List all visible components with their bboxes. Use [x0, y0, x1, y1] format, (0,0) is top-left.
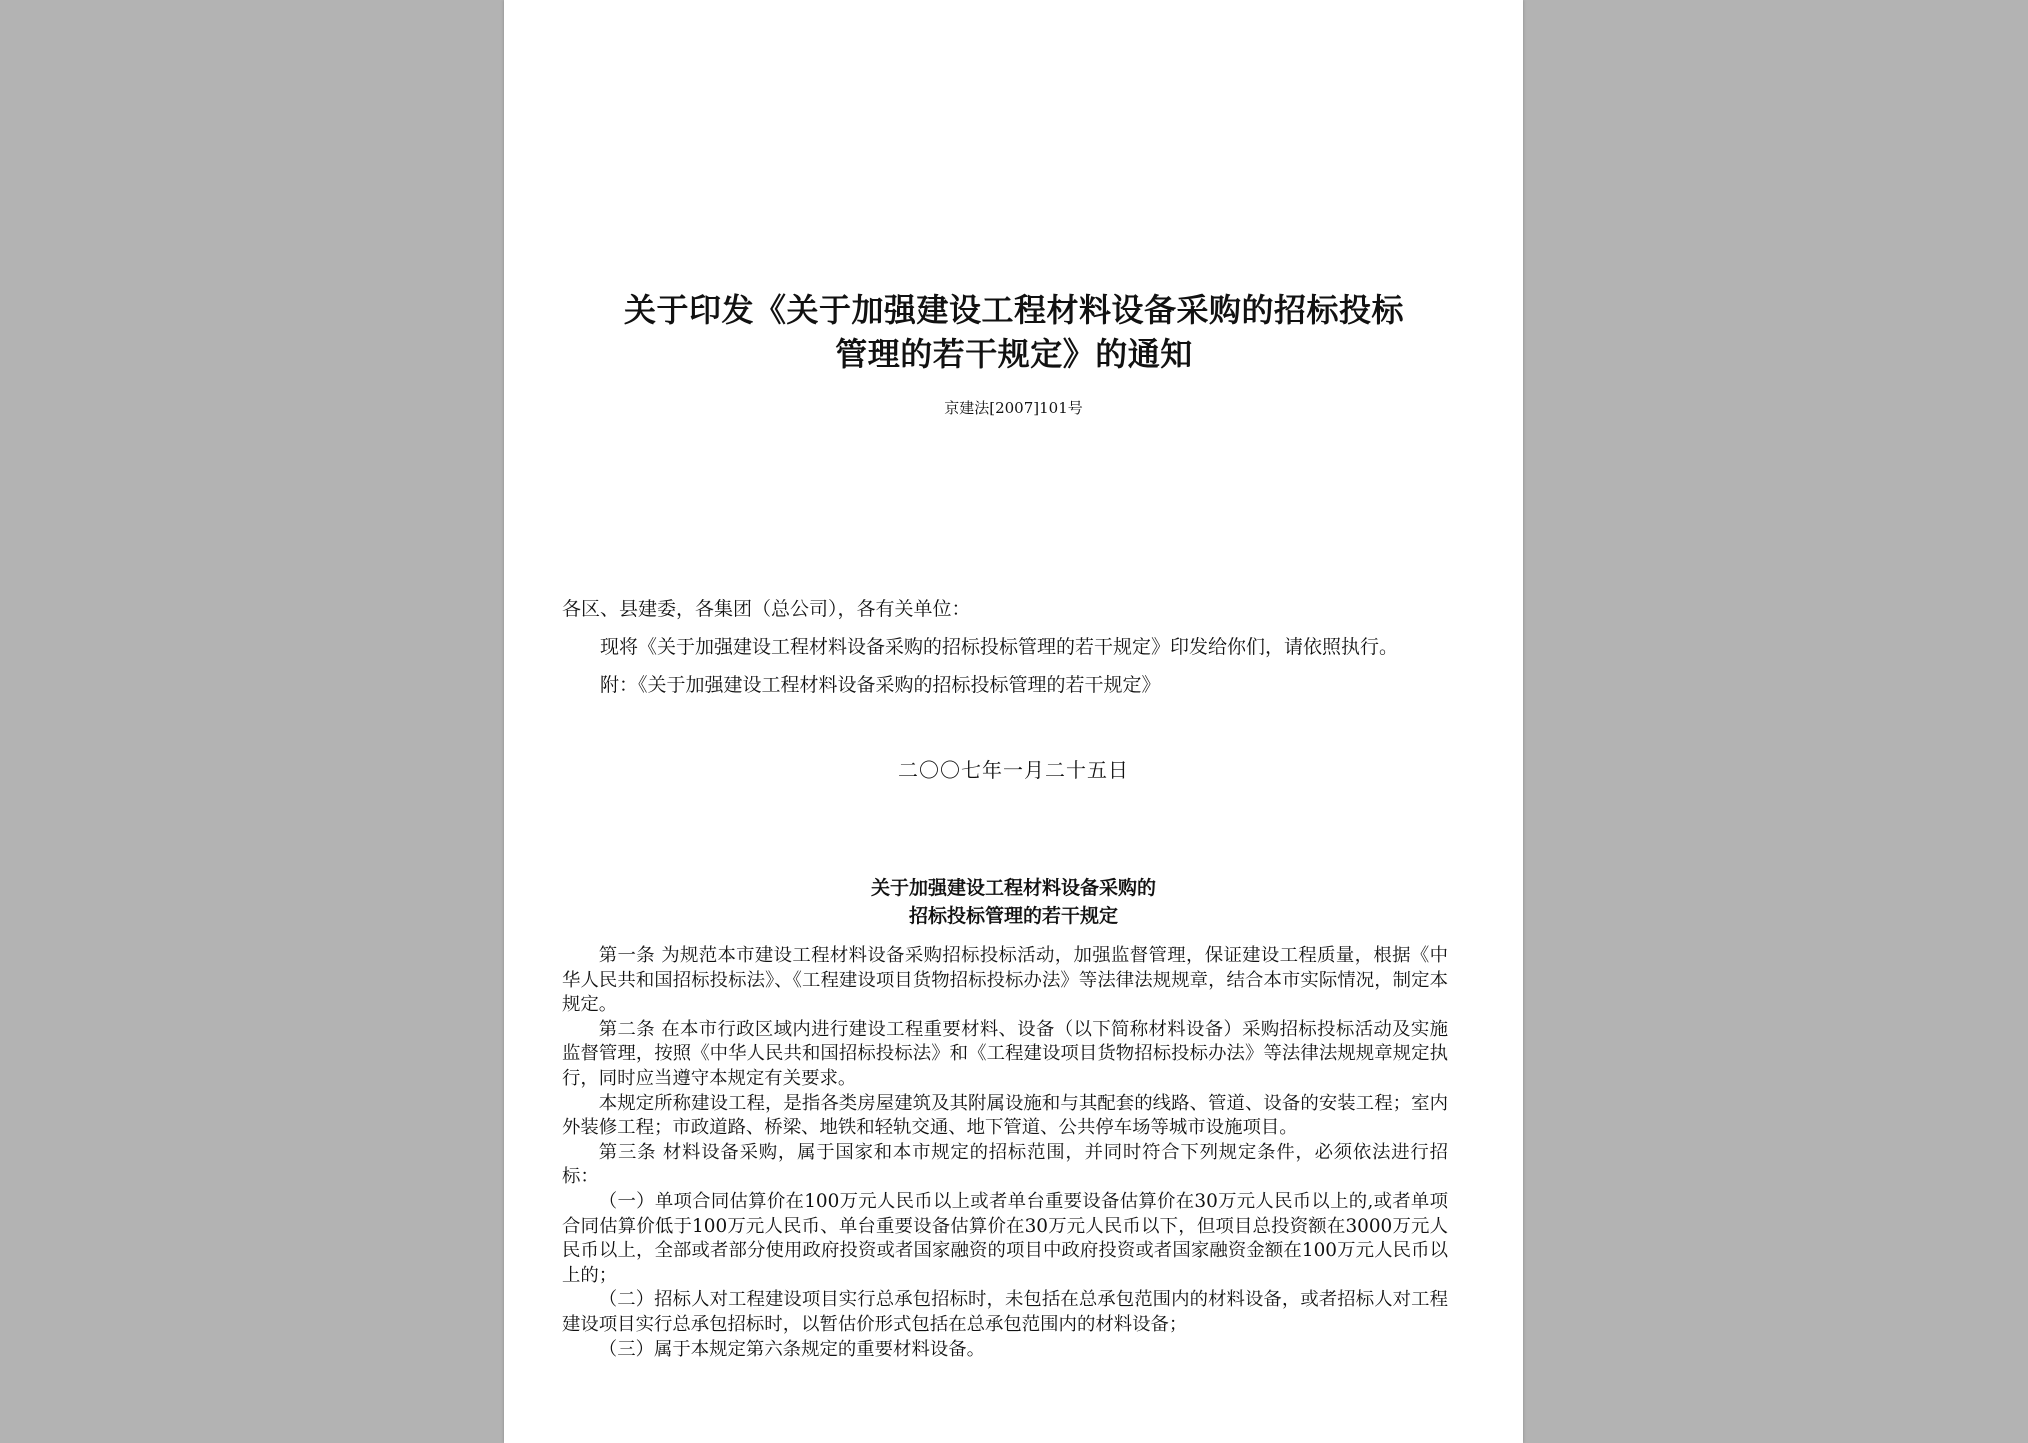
- article-1: 第一条 为规范本市建设工程材料设备采购招标投标活动，加强监督管理，保证建设工程质量，根据《中华人民共和国招标投标法》、《工程建设项目货物招标投标办法》等法律法规规章，结合本市实际情况，制定本规定。: [562, 945, 1448, 1016]
- regulation-title-line-1: 关于加强建设工程材料设备采购的: [870, 877, 1156, 899]
- document-page: [504, 0, 1523, 1443]
- notice-title-line-1: 关于印发《关于加强建设工程材料设备采购的招标投标: [623, 291, 1404, 329]
- notice-body: 现将《关于加强建设工程材料设备采购的招标投标管理的若干规定》印发给你们，请依照执行。: [600, 636, 1399, 658]
- regulation-title: [504, 874, 1523, 930]
- notice-title-line-2: 管理的若干规定》的通知: [835, 335, 1193, 373]
- notice-title: [544, 288, 1484, 376]
- regulation-title-line-2: 招标投标管理的若干规定: [908, 905, 1118, 927]
- article-3: 第三条 材料设备采购，属于国家和本市规定的招标范围，并同时符合下列规定条件，必须依法进行招标：: [562, 1141, 1448, 1188]
- article-2-definition: 本规定所称建设工程，是指各类房屋建筑及其附属设施和与其配套的线路、管道、设备的安装工程；室内外装修工程；市政道路、桥梁、地铁和轻轨交通、地下管道、公共停车场等城市设施项目。: [562, 1092, 1448, 1139]
- article-2: 第二条 在本市行政区域内进行建设工程重要材料、设备（以下简称材料设备）采购招标投标活动及实施监督管理，按照《中华人民共和国招标投标法》和《工程建设项目货物招标投标办法》等法律法规规章规定执行，同时应当遵守本规定有关要求。: [562, 1018, 1448, 1089]
- notice-letter: [562, 590, 1442, 704]
- article-3-item-3: （三）属于本规定第六条规定的重要材料设备。: [598, 1338, 986, 1360]
- issue-date: 二〇〇七年一月二十五日: [898, 758, 1129, 782]
- article-3-item-2: （二）招标人对工程建设项目实行总承包招标时，未包括在总承包范围内的材料设备，或者招标人对工程建设项目实行总承包招标时，以暂估价形式包括在总承包范围内的材料设备；: [562, 1289, 1448, 1335]
- regulation-body: [562, 944, 1448, 1362]
- document-number: 京建法[2007]101号: [944, 399, 1083, 417]
- article-3-item-1: （一）单项合同估算价在100万元人民币以上或者单台重要设备估算价在30万元人民币以上的,或者单项合同估算价低于100万元人民币、单台重要设备估算价在30万元人民币以下，但项目总投资额在3000万元人民币以上，全部或者部分使用政府投资或者国家融资的项目中政府投资或者国家融资金额在100万元人民币以上的；: [562, 1190, 1448, 1286]
- salutation: 各区、县建委，各集团（总公司），各有关单位：: [562, 598, 971, 620]
- attachment-note: 附：《关于加强建设工程材料设备采购的招标投标管理的若干规定》: [600, 674, 1161, 696]
